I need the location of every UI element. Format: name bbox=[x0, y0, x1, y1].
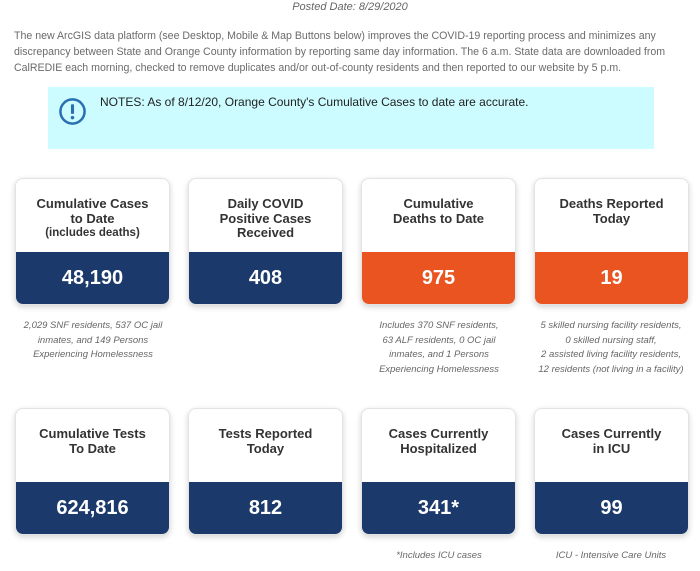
info-icon bbox=[58, 97, 87, 126]
card-label: Cases Currently in ICU bbox=[561, 426, 662, 456]
deaths-note: Includes 370 SNF residents, 63 ALF residents, 0 OC jail inmates, and 1 Persons Experiencing Homelessness bbox=[379, 320, 499, 375]
card-value: 341* bbox=[362, 482, 515, 534]
card-label: Cases Currently Hospitalized bbox=[388, 426, 489, 456]
card-label: Tests Reported Today bbox=[218, 426, 313, 456]
card-label: Deaths Reported Today bbox=[559, 196, 664, 226]
card-label: Cumulative Tests To Date bbox=[39, 426, 146, 456]
card-value: 99 bbox=[535, 482, 688, 534]
card-cumulative-deaths bbox=[361, 178, 516, 305]
posted-date: Posted Date: 8/29/2020 bbox=[292, 1, 408, 13]
card-label: Daily COVID Positive Cases Received bbox=[219, 196, 312, 240]
card-value: 408 bbox=[189, 252, 342, 304]
card-daily-positive bbox=[188, 178, 343, 305]
icu-note: ICU - Intensive Care Units bbox=[555, 550, 667, 561]
deaths-today-note: 5 skilled nursing facility residents, 0 skilled nursing staff, 2 assisted living facility residents, 12 residents (not living in a facility) bbox=[538, 320, 684, 375]
card-value: 19 bbox=[535, 252, 688, 304]
intro-paragraph: The new ArcGIS data platform (see Desktop, Mobile & Map Buttons below) improves the COVID-19 reporting process and minimizes any discrepancy between State and Orange County information by reporting same day information. The 6 a.m. State data are downloaded from CalREDIE each morning, checked to remove duplicates and/or out-of-county residents and then reported to our website by 5 p.m. bbox=[14, 30, 666, 74]
card-hospitalized bbox=[361, 408, 516, 535]
card-icu bbox=[534, 408, 689, 535]
card-cumulative-cases bbox=[15, 178, 170, 305]
card-value: 812 bbox=[189, 482, 342, 534]
card-value: 48,190 bbox=[16, 252, 169, 304]
card-label: Cumulative Cases to Date (includes deaths) bbox=[36, 196, 149, 239]
card-label: Cumulative Deaths to Date bbox=[392, 196, 485, 226]
card-value: 624,816 bbox=[16, 482, 169, 534]
cases-note: 2,029 SNF residents, 537 OC jail inmates, and 149 Persons Experiencing Homelessness bbox=[23, 320, 163, 360]
card-deaths-today bbox=[534, 178, 689, 305]
card-tests-today bbox=[188, 408, 343, 535]
card-value: 975 bbox=[362, 252, 515, 304]
notes-text: NOTES: As of 8/12/20, Orange County's Cumulative Cases to date are accurate. bbox=[100, 95, 529, 109]
card-cumulative-tests bbox=[15, 408, 170, 535]
hospitalized-note: *Includes ICU cases bbox=[396, 550, 482, 561]
notes-banner bbox=[48, 87, 654, 149]
